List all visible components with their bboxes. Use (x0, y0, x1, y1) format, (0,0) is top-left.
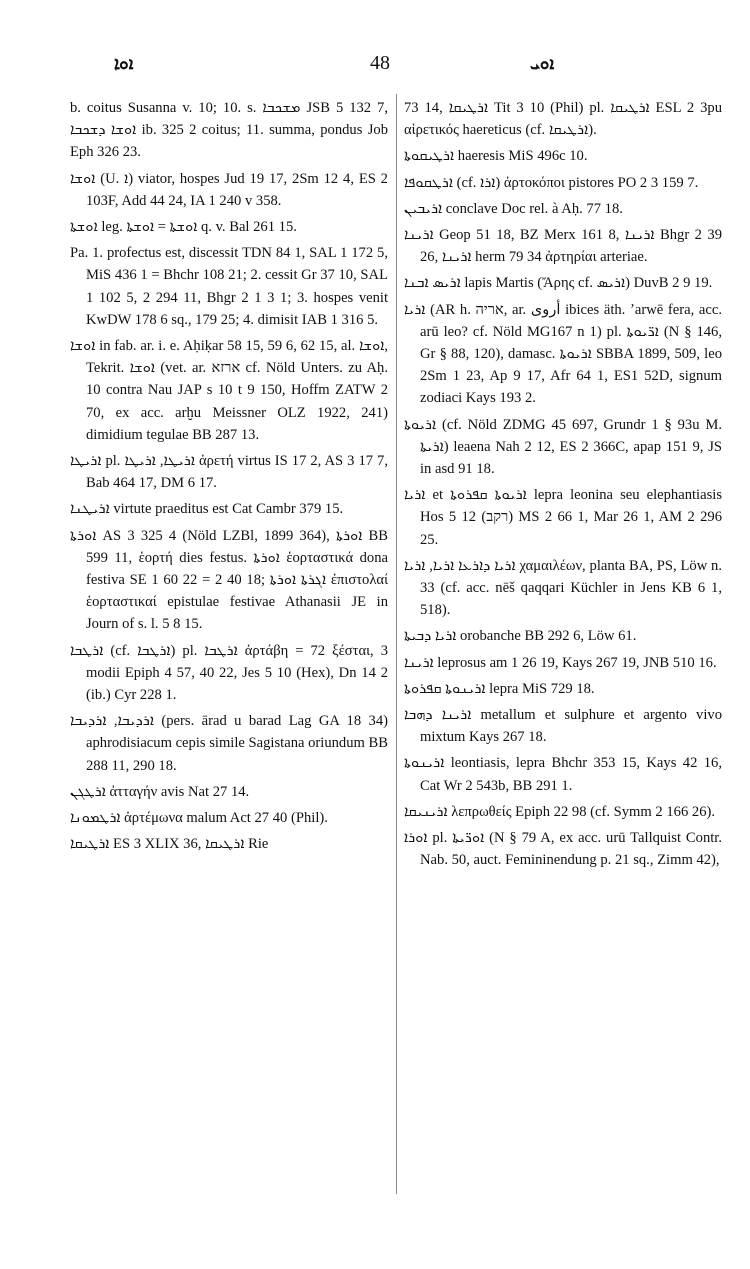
dictionary-entry: ܐܪܝܢܐ Geop 51 18, BZ Merx 161 8, ܐܪܝܢܐ Bhgr 2 39 26, ܐܪܝܢܐ herm 79 34 ἀρτηρίαι arteriae. (404, 227, 722, 266)
dictionary-entry: ܐܪܝܢܝܩܐ λεπρωθείς Epiph 22 98 (cf. Symm 2 166 26). (404, 803, 715, 820)
dictionary-entry: ܐܪܝܣ ܐܒܢܐ lapis Martis (Ἄρης cf. ܐܪܝܣ) DuvB 2 9 19. (404, 275, 713, 292)
dictionary-entry: ܐܘܫܬܐ leg. ܐܘܫܬܐ = ܐܘܫܬܐ q. v. Bal 261 15. (70, 219, 297, 236)
dictionary-entry: ܐܪܝܢܘܬܐ ܩܦܪܘܬܐ lepra MiS 729 18. (404, 680, 595, 697)
dictionary-entry: ܐܪܝܛܢܐ virtute praeditus est Cat Cambr 379 15. (70, 501, 344, 518)
dictionary-entry: ܐܪܝܐ et ܐܪܝܘܬܐ ܩܦܪܘܬܐ lepra leonina seu elephantiasis Hos 5 12 (רקב) MS 2 66 1, Mar 26 1, AM 2 296 25. (404, 487, 722, 548)
dictionary-entry: ܐܘܪܐ pl. ܐܘܪ̈ܝܬܐ (N § 79 A, ex acc. urū Tallquist Contr. Nab. 50, auct. Femininendung p. 21 sq., Zimm 42), (404, 830, 722, 869)
dictionary-entry: ܐܪܝܢܐ leprosus am 1 26 19, Kays 267 19, JNB 510 16. (404, 654, 717, 671)
dictionary-entry: ܐܪܕܝܒܐ, ܐܪܕܝܒܐ (pers. ārad u barad Lag GA 18 34) aphrodisiacum cepis simile Sagistana oriundum BB 288 11, 290 18. (70, 713, 388, 774)
dictionary-entry: ܐܪܛܝܩܐ ES 3 XLIX 36, ܐܪܛܝܩܐ Rie (70, 836, 269, 853)
dictionary-entry: ܐܪܛܓܢ ἀτταγήν avis Nat 27 14. (70, 783, 250, 800)
page-number: 48 (370, 52, 390, 74)
dictionary-entry: ܐܪܛܝܩܘܬܐ haeresis MiS 496c 10. (404, 148, 588, 165)
dictionary-entry: Pa. 1. profectus est, discessit TDN 84 1, SAL 1 172 5, MiS 436 1 = Bhchr 108 21; 2. cessit Gr 37 10, SAL 1 102 5, 2 294 11, Bhgr 2 1 3 1; 3. hospes venit KwDW 178 6 sq., 179 25; 4. dimisit IAB 1 316 5. (70, 245, 388, 328)
left-column (70, 97, 388, 860)
dictionary-entry: ܐܪܝܐ ܕܒܝܬܐ orobanche BB 292 6, Löw 61. (404, 628, 637, 645)
dictionary-entry: ܐܪܝܐ ܕܐܪܥܐ ܐܪܝܐ, ܐܪܝܐ χαμαιλέων, planta BA, PS, Löw n. 33 (cf. acc. nēš qaqqari Küchler in Jens KB 6 1, 518). (404, 557, 723, 619)
dictionary-entry: ܐܪܛܒܐ (cf. ܐܪܛܒܐ) pl. ܐܪܛܒܐ ἀρτάβη = 72 ξέσται, 3 modii Epiph 4 57, 40 22, Jes 5 10 (Hex), Dn 14 2 (ib.) Cyr 228 1. (70, 642, 388, 704)
dictionary-entry: ܐܪܝܢܐ ܕܗܒܐ metallum et sulphure et argento vivo mixtum Kays 267 18. (404, 707, 722, 746)
dictionary-entry: ܐܘܪܬܐ AS 3 325 4 (Nöld LZBl, 1899 364), ܐܘܪܬܐ BB 599 11, ἑορτή dies festus. ܐܘܪܬܐ ἑορταστικά dona festiva SE 1 60 22 = 2 40 18; ܐܓܪܬܐ ܐܘܪܬܐ ἐπιστολαί ἑορταστικαί epistulae festivae Athanasii JE in Journ of s. l. 5 8 15. (70, 527, 389, 633)
dictionary-entry: 73 14, ܐܪܛܝܩܐ Tit 3 10 (Phil) pl. ܐܪܛܝܩܐ ESL 2 3pu αἱρετικός haereticus (cf. ܐܪܛܝܩܐ). (404, 100, 722, 139)
dictionary-entry: ܐܘܫܐ (U. ܐ) viator, hospes Jud 19 17, 2Sm 12 4, ES 2 103F, Add 44 24, IA 1 240 v 358. (70, 170, 388, 209)
dictionary-entry: ܐܪܝܛܐ pl. ܐܪܝܛܐ, ܐܪܝܛܐ ἀρετή virtus IS 17 2, AS 3 17 7, Bab 464 17, DM 6 17. (70, 453, 388, 492)
page-header (0, 52, 750, 82)
dictionary-entry: ܐܪܝܘܬܐ (cf. Nöld ZDMG 45 697, Grundr 1 § 93u M. ܐܪܝܬܐ) leaena Nah 2 12, ES 2 366C, apap 151 9, JS in asd 91 18. (404, 416, 722, 478)
dictionary-entry: ܐܪܛܡܘܢܐ ἀρτέμωνα malum Act 27 40 (Phil). (70, 810, 328, 827)
right-column (404, 97, 722, 876)
dictionary-entry: ܐܪܝܢܘܬܐ leontiasis, lepra Bhchr 353 15, Kays 42 16, Cat Wr 2 543b, BB 291 1. (404, 755, 722, 794)
dictionary-entry: b. coitus Susanna v. 10; 10. s. ܡܫܟܒܐ JSB 5 132 7, ܐܘܫܐ ܕܫܟܒܐ ib. 325 2 coitus; 11. summa, pondus Job Eph 326 23. (70, 100, 388, 161)
dictionary-entry: ܐܘܫܐ in fab. ar. i. e. Aḥiḳar 58 15, 59 6, 62 15, al. ܐܘܫܐ, Tekrit. ܐܘܫܐ (vet. ar. ארזא cf. Nöld Unters. zu Aḥ. 10 contra Nau JAP s 10 t 9 150, Hoffm ZATW 2 70, ex acc. arḫu Meissner OLZ 1922, 241) dimidium tegulae BB 287 13. (70, 338, 388, 443)
dictionary-entry: ܐܪܛܩܘܦܐ (cf. ܐܪܐ) ἀρτοκόποι pistores PO 2 3 159 7. (404, 174, 699, 191)
left-headword: ܐܘܐ (114, 54, 134, 73)
dictionary-entry: ܐܪܝܐ (AR h. אריה, ar. أروى ibices äth. ʼarwē fera, acc. arū leo? cf. Nöld MG167 n 1) pl. ܐܪ̈ܝܘܬܐ (N § 146, Gr § 88, 120), damasc. ܐܪܝܘܬܐ SBBA 1899, 509, leo 2Sm 1 23, Ap 9 17, Afr 64 1, ES1 52D, signum zodiaci Kays 193 2. (404, 301, 722, 407)
dictionary-entry: ܐܪܝܒܝܢ conclave Doc rel. à Aḥ. 77 18. (404, 200, 623, 217)
column-divider (396, 94, 397, 1194)
right-headword: ܐܘܝ (530, 54, 555, 73)
